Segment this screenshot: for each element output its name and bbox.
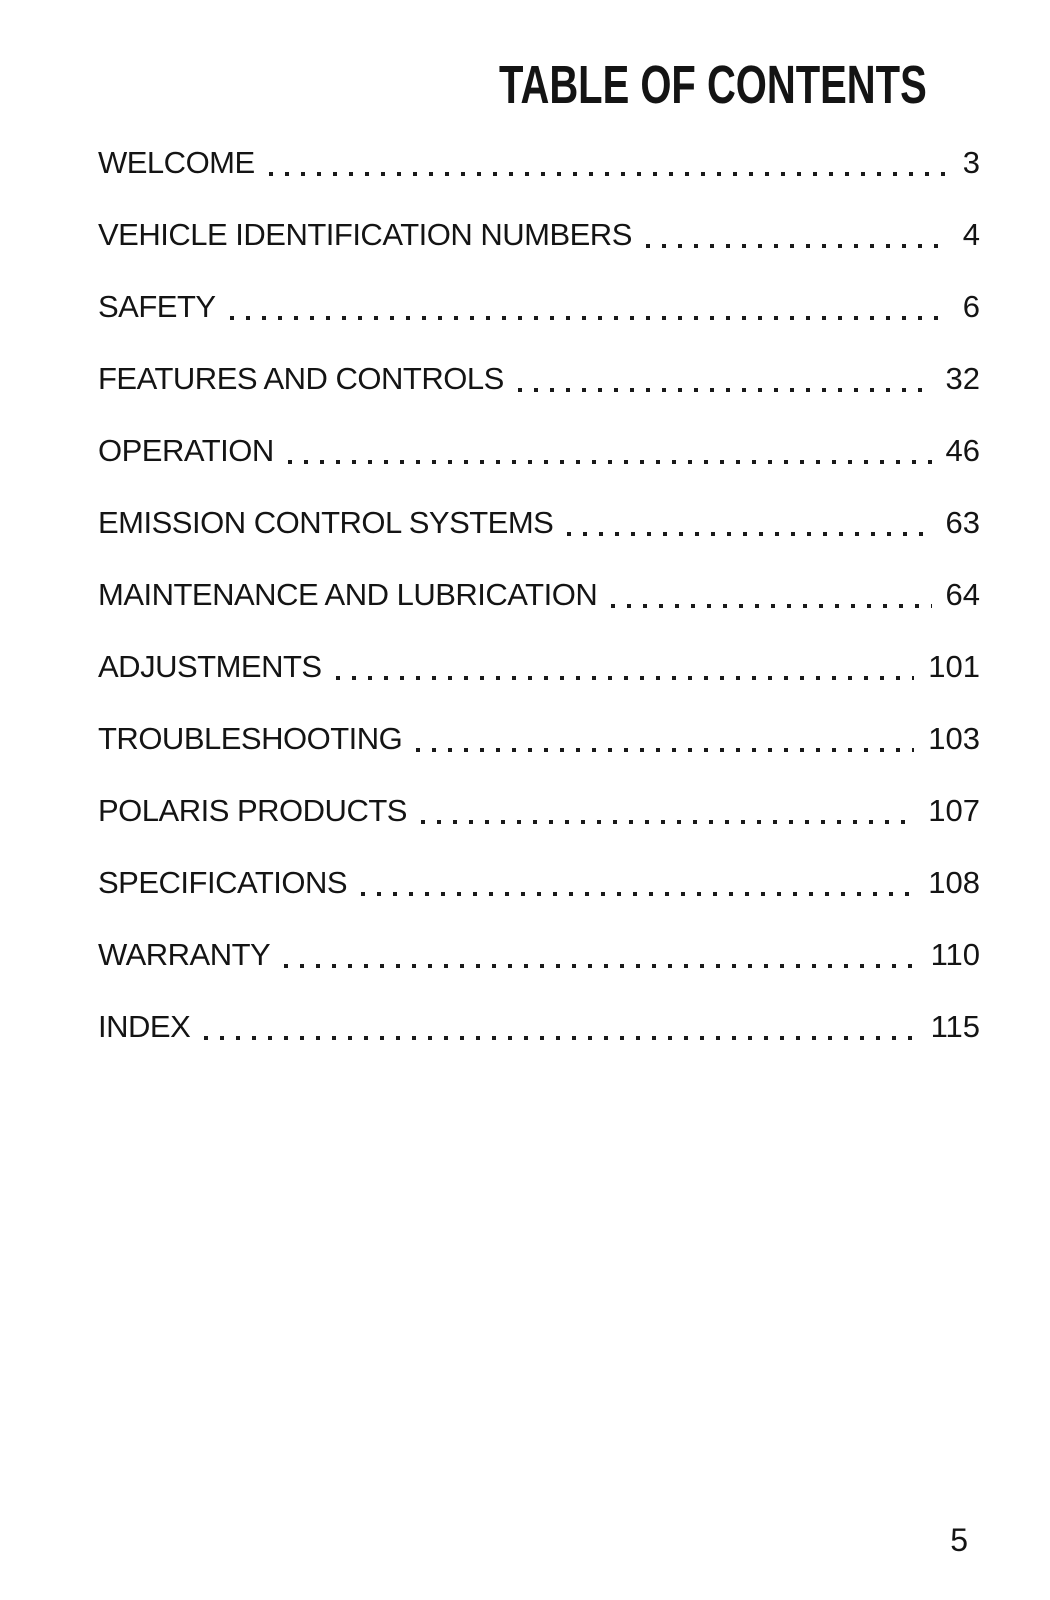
- toc-entry-label: OPERATION: [98, 433, 274, 468]
- toc-entry: [98, 432, 980, 470]
- toc-entry: [98, 648, 980, 686]
- toc-entry-page: 64: [945, 577, 980, 612]
- toc-entry-label: VEHICLE IDENTIFICATION NUMBERS: [98, 217, 632, 252]
- toc-dot-leader: [334, 648, 915, 686]
- page-content: [98, 0, 980, 1080]
- toc-dot-leader: [609, 576, 931, 614]
- toc-entry-label: SPECIFICATIONS: [98, 865, 348, 900]
- toc-entry-page: 4: [962, 217, 980, 252]
- page-number: 5: [950, 1522, 968, 1558]
- toc-dot-leader: [286, 432, 932, 470]
- toc-entry-label: WARRANTY: [98, 937, 271, 972]
- toc-dot-leader: [228, 288, 949, 326]
- toc-entry: [98, 576, 980, 614]
- toc-entry-page: 115: [930, 1009, 980, 1044]
- toc-dot-leader: [516, 360, 932, 398]
- toc-entry-label: INDEX: [98, 1009, 191, 1044]
- toc-entry-page: 46: [945, 433, 980, 468]
- toc-entry: [98, 720, 980, 758]
- toc-dot-leader: [202, 1008, 916, 1046]
- toc-entry-page: 110: [930, 937, 980, 972]
- table-of-contents: [98, 144, 980, 1046]
- toc-entry-page: 63: [945, 505, 980, 540]
- toc-entry-page: 101: [928, 649, 980, 684]
- toc-entry-label: MAINTENANCE AND LUBRICATION: [98, 577, 598, 612]
- toc-entry-page: 3: [962, 145, 980, 180]
- toc-entry-label: SAFETY: [98, 289, 216, 324]
- toc-entry-label: EMISSION CONTROL SYSTEMS: [98, 505, 554, 540]
- toc-entry: [98, 864, 980, 902]
- toc-entry: [98, 792, 980, 830]
- page-title: TABLE OF CONTENTS: [499, 55, 927, 115]
- toc-dot-leader: [359, 864, 914, 902]
- toc-entry-page: 107: [928, 793, 980, 828]
- toc-entry-label: FEATURES AND CONTROLS: [98, 361, 504, 396]
- toc-entry-label: TROUBLESHOOTING: [98, 721, 403, 756]
- toc-entry: [98, 504, 980, 542]
- toc-dot-leader: [282, 936, 916, 974]
- toc-dot-leader: [644, 216, 949, 254]
- toc-entry-page: 6: [962, 289, 980, 324]
- toc-entry-label: ADJUSTMENTS: [98, 649, 322, 684]
- toc-entry-page: 103: [928, 721, 980, 756]
- toc-entry: [98, 144, 980, 182]
- toc-entry: [98, 936, 980, 974]
- toc-entry-page: 32: [945, 361, 980, 396]
- toc-dot-leader: [267, 144, 949, 182]
- toc-entry-label: WELCOME: [98, 145, 255, 180]
- toc-entry-label: POLARIS PRODUCTS: [98, 793, 407, 828]
- toc-dot-leader: [419, 792, 914, 830]
- toc-dot-leader: [414, 720, 914, 758]
- toc-entry: [98, 288, 980, 326]
- toc-entry: [98, 1008, 980, 1046]
- toc-entry-page: 108: [928, 865, 980, 900]
- toc-entry: [98, 216, 980, 254]
- toc-entry: [98, 360, 980, 398]
- toc-dot-leader: [565, 504, 931, 542]
